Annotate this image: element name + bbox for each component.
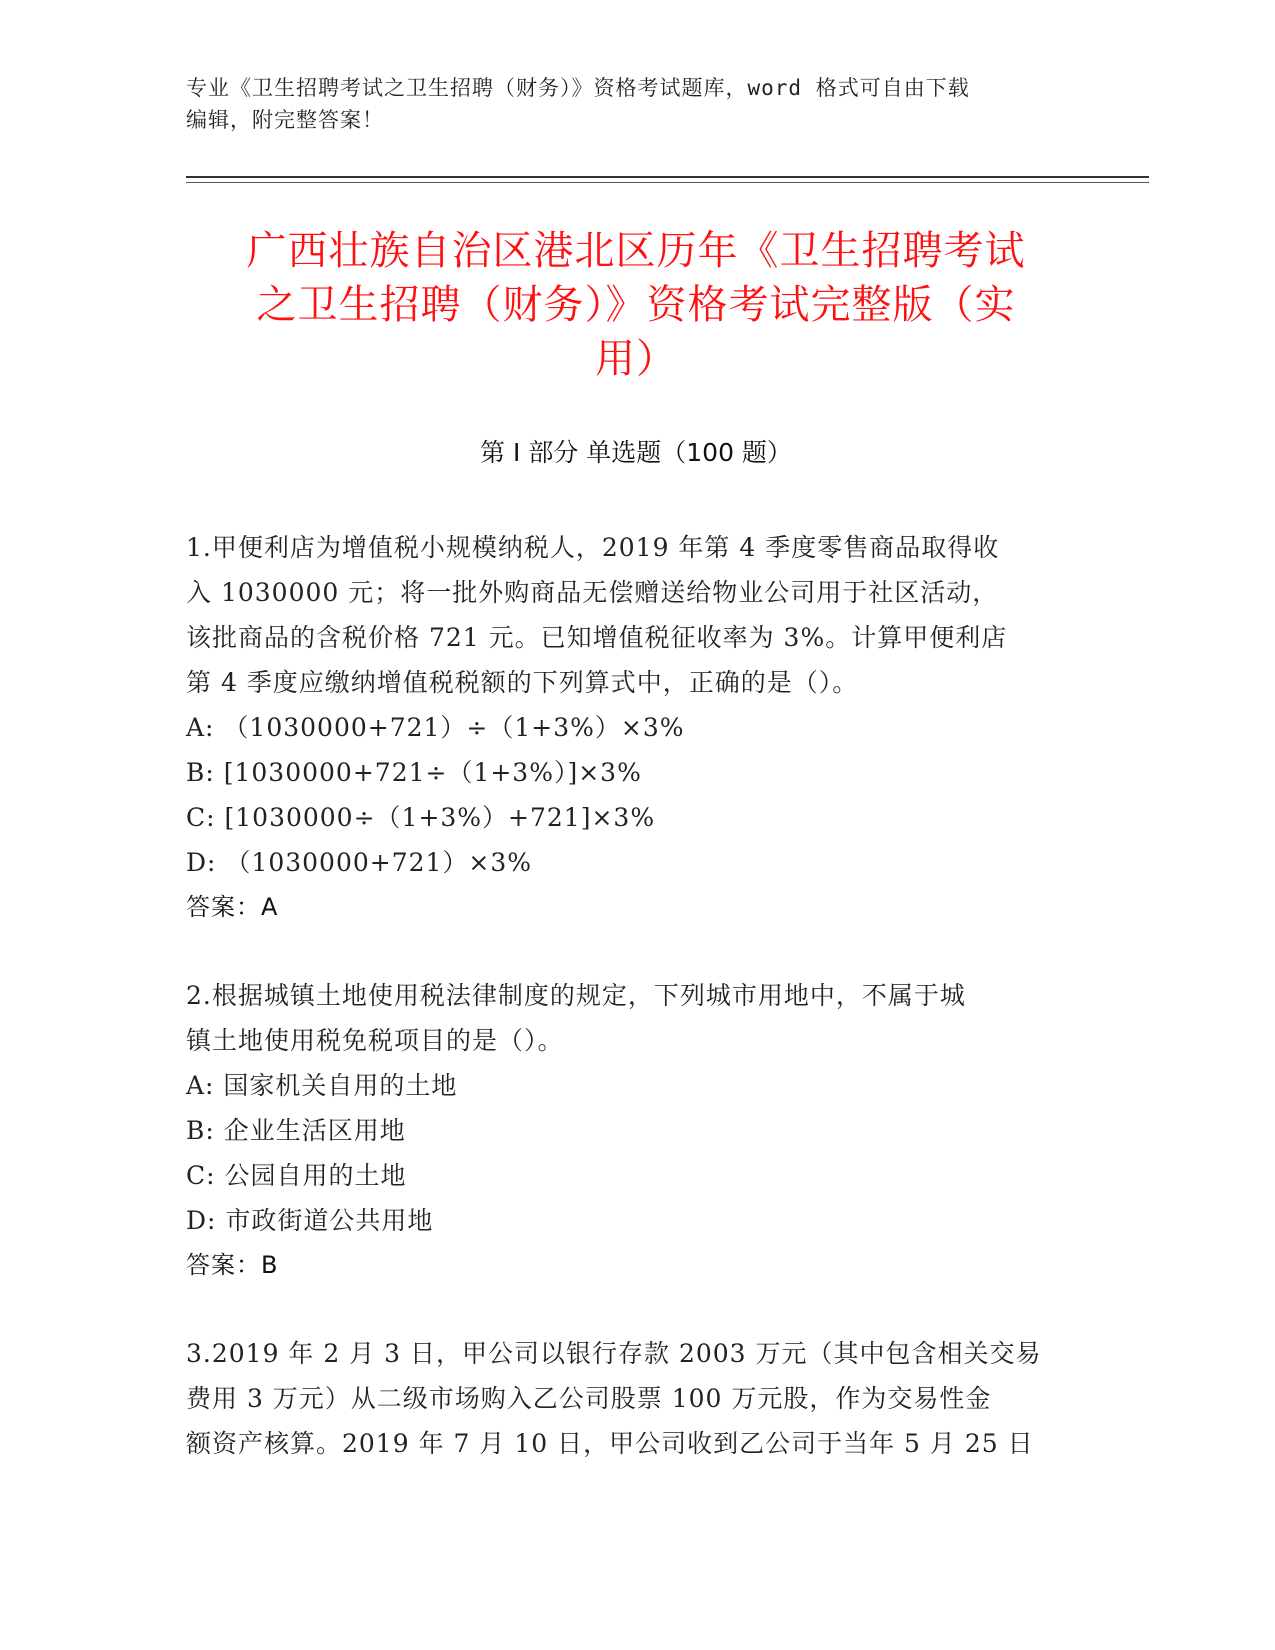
document-title-line: 用） — [595, 336, 677, 382]
header-note — [186, 72, 1086, 136]
document-title-line: 广西壮族自治区港北区历年《卫生招聘考试 — [246, 228, 1026, 274]
document-title-line: 之卫生招聘（财务）》资格考试完整版（实 — [256, 282, 1016, 328]
document-title — [186, 224, 1086, 386]
option-a: A: （1030000+721）÷（1+3%）×3% — [186, 713, 685, 742]
option-b: B: 企业生活区用地 — [186, 1116, 406, 1145]
answer-line: 答案：A — [186, 893, 279, 921]
question-stem-line: 2.根据城镇土地使用税法律制度的规定，下列城市用地中，不属于城 — [186, 981, 966, 1010]
question-stem-line: 入 1030000 元；将一批外购商品无偿赠送给物业公司用于社区活动， — [186, 578, 999, 607]
question-stem-line: 该批商品的含税价格 721 元。已知增值税征收率为 3%。计算甲便利店 — [186, 623, 1008, 652]
question-stem-line: 额资产核算。2019 年 7 月 10 日，甲公司收到乙公司于当年 5 月 25 日 — [186, 1429, 1034, 1458]
section-heading: 第 I 部分 单选题（100 题） — [480, 438, 792, 467]
header-divider — [186, 176, 1149, 178]
question-stem-line: 1.甲便利店为增值税小规模纳税人，2019 年第 4 季度零售商品取得收 — [186, 533, 1000, 562]
question-1 — [186, 525, 1086, 930]
header-divider-thin — [186, 182, 1149, 183]
option-d: D: （1030000+721）×3% — [186, 848, 533, 877]
question-stem-line: 3.2019 年 2 月 3 日，甲公司以银行存款 2003 万元（其中包含相关交易 — [186, 1339, 1042, 1368]
question-stem-line: 费用 3 万元）从二级市场购入乙公司股票 100 万元股，作为交易性金 — [186, 1384, 992, 1413]
answer-line: 答案：B — [186, 1251, 279, 1279]
option-b: B: [1030000+721÷（1+3%）]×3% — [186, 758, 642, 787]
option-c: C: 公园自用的土地 — [186, 1161, 407, 1190]
question-3 — [186, 1331, 1086, 1466]
question-stem-line: 镇土地使用税免税项目的是（）。 — [186, 1026, 564, 1055]
option-c: C: [1030000÷（1+3%）+721]×3% — [186, 803, 656, 832]
option-a: A: 国家机关自用的土地 — [186, 1071, 458, 1100]
question-2 — [186, 973, 1086, 1288]
header-note-line: 编辑，附完整答案！ — [186, 108, 384, 132]
option-d: D: 市政街道公共用地 — [186, 1206, 434, 1235]
question-stem-line: 第 4 季度应缴纳增值税税额的下列算式中，正确的是（）。 — [186, 668, 859, 697]
header-note-line: 专业《卫生招聘考试之卫生招聘（财务）》资格考试题库，word 格式可自由下载 — [186, 76, 970, 100]
